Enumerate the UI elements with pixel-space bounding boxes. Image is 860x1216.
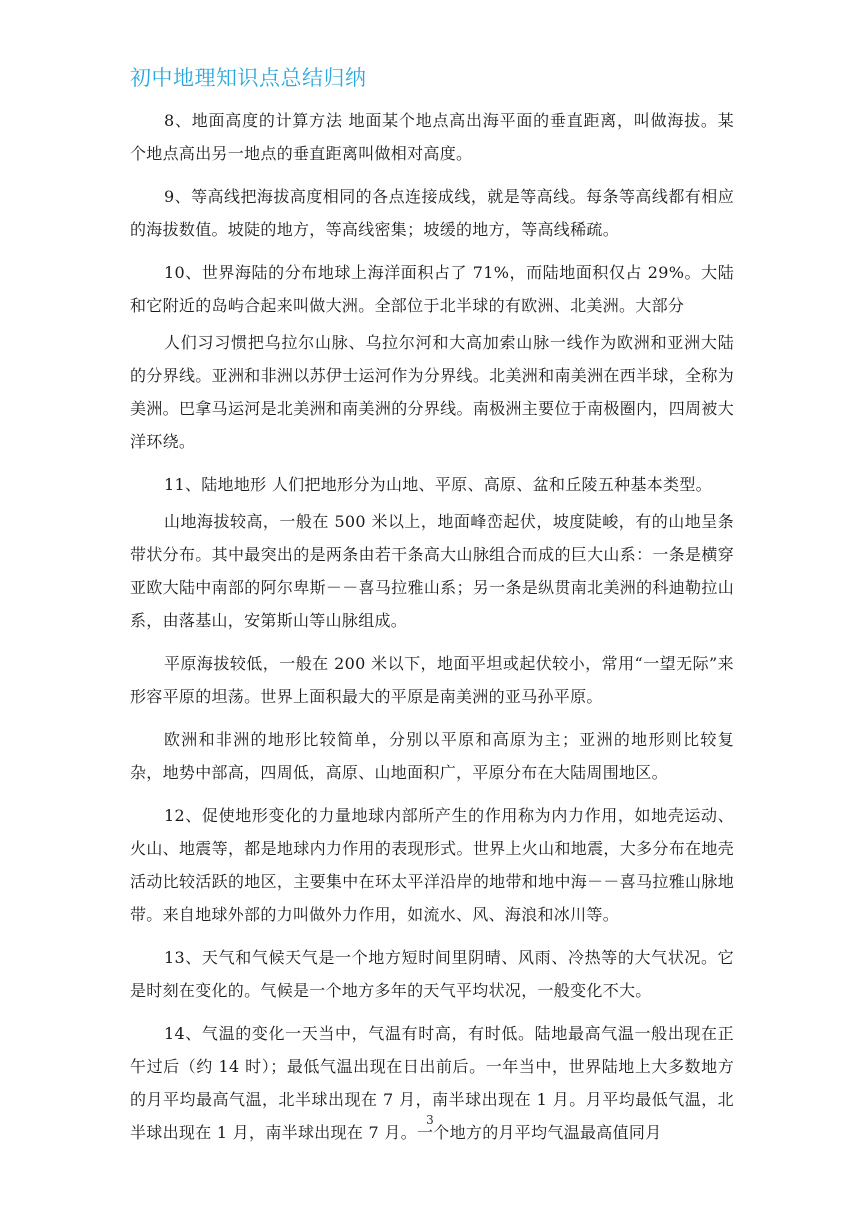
page-number: 3 bbox=[426, 1113, 434, 1127]
paragraph-11-landforms: 11、陆地地形 人们把地形分为山地、平原、高原、盆和丘陵五种基本类型。 bbox=[164, 475, 712, 494]
paragraph-13-weather-climate: 13、天气和气候天气是一个地方短时间里阴晴、风雨、冷热等的大气状况。它是时刻在变化的。气候是一个地方多年的天气平均状况，一般变化不大。 bbox=[130, 948, 734, 1000]
paragraph-10-land-sea: 10、世界海陆的分布地球上海洋面积占了 71%，而陆地面积仅占 29%。大陆和它附近的岛屿合起来叫做大洲。全部位于北半球的有欧洲、北美洲。大部分 bbox=[130, 263, 734, 315]
document-title: 初中地理知识点总结归纳 bbox=[130, 66, 367, 90]
paragraph-continent-boundaries: 人们习习惯把乌拉尔山脉、乌拉尔河和大高加索山脉一线作为欧洲和亚洲大陆的分界线。亚洲和非洲以苏伊士运河作为分界线。北美洲和南美洲在西半球，全称为美洲。巴拿马运河是北美洲和南美洲的分界线。南极洲主要位于南极圈内，四周被大洋环绕。 bbox=[130, 333, 734, 451]
paragraph-8-elevation: 8、地面高度的计算方法 地面某个地点高出海平面的垂直距离，叫做海拔。某个地点高出另一地点的垂直距离叫做相对高度。 bbox=[130, 111, 734, 163]
paragraph-plains: 平原海拔较低，一般在 200 米以下，地面平坦或起伏较小，常用“一望无际”来形容平原的坦荡。世界上面积最大的平原是南美洲的亚马孙平原。 bbox=[130, 654, 734, 706]
paragraph-9-contour-lines: 9、等高线把海拔高度相同的各点连接成线，就是等高线。每条等高线都有相应的海拔数值。坡陡的地方，等高线密集；坡缓的地方，等高线稀疏。 bbox=[130, 187, 734, 239]
paragraph-continent-terrain: 欧洲和非洲的地形比较简单，分别以平原和高原为主；亚洲的地形则比较复杂，地势中部高，四周低，高原、山地面积广，平原分布在大陆周围地区。 bbox=[130, 730, 734, 782]
document-body bbox=[130, 104, 734, 1159]
paragraph-14-temperature: 14、气温的变化一天当中，气温有时高，有时低。陆地最高气温一般出现在正午过后（约 14 时）；最低气温出现在日出前后。一年当中，世界陆地上大多数地方的月平均最高气温，北半球出现在 7 月，南半球出现在 1 月。月平均最低气温，北半球出现在 1 月，南半球出现在 7 月。一个地方的月平均气温最高值同月 bbox=[130, 1024, 734, 1142]
paragraph-mountains: 山地海拔较高，一般在 500 米以上，地面峰峦起伏，坡度陡峻，有的山地呈条带状分布。其中最突出的是两条由若干条高大山脉组合而成的巨大山系：一条是横穿亚欧大陆中南部的阿尔卑斯－－喜马拉雅山系；另一条是纵贯南北美洲的科迪勒拉山系，由落基山，安第斯山等山脉组成。 bbox=[130, 512, 734, 630]
paragraph-12-terrain-forces: 12、促使地形变化的力量地球内部所产生的作用称为内力作用，如地壳运动、火山、地震等，都是地球内力作用的表现形式。世界上火山和地震，大多分布在地壳活动比较活跃的地区，主要集中在环太平洋沿岸的地带和地中海－－喜马拉雅山脉地带。来自地球外部的力叫做外力作用，如流水、风、海浪和冰川等。 bbox=[130, 806, 734, 924]
